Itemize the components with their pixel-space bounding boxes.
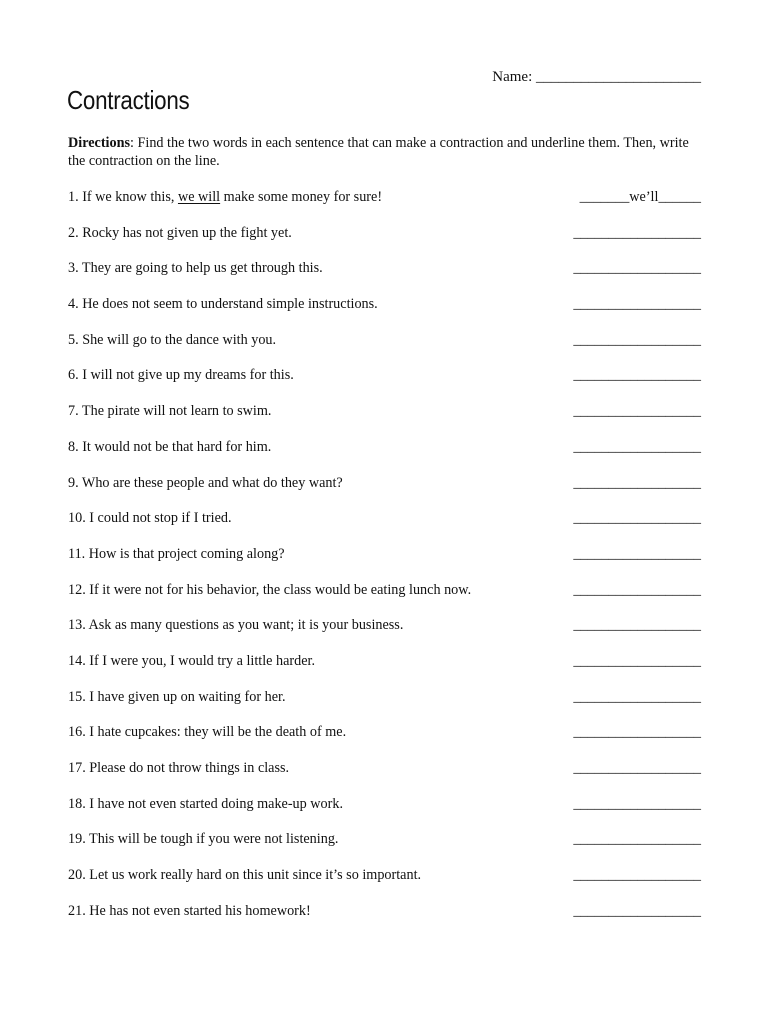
- answer-line[interactable]: __________________: [573, 260, 701, 277]
- answer-line[interactable]: __________________: [573, 331, 701, 348]
- underlined-words: we will: [177, 189, 221, 205]
- question-item: [68, 187, 701, 223]
- directions-paragraph: [68, 134, 708, 170]
- answer-line[interactable]: __________________: [573, 760, 701, 776]
- question-text: 12. If it were not for his behavior, the class would be eating lunch now.: [68, 581, 472, 598]
- question-text: 6. I will not give up my dreams for this.: [68, 367, 294, 384]
- question-item: [68, 473, 701, 509]
- question-item: [68, 223, 701, 259]
- question-text: 11. How is that project coming along?: [68, 545, 285, 562]
- page-title: Contractions: [67, 85, 190, 115]
- answer-line[interactable]: __________________: [573, 545, 701, 562]
- answer-line[interactable]: __________________: [573, 902, 701, 919]
- question-item: [68, 294, 701, 330]
- question-item: [68, 401, 701, 437]
- answer-line[interactable]: __________________: [573, 795, 701, 812]
- question-item: [68, 258, 701, 294]
- question-text: 5. She will go to the dance with you.: [68, 331, 277, 348]
- question-text: 17. Please do not throw things in class.: [68, 760, 290, 776]
- question-item: [68, 794, 701, 830]
- question-text: 15. I have given up on waiting for her.: [68, 688, 286, 705]
- question-text: 14. If I were you, I would try a little harder.: [68, 652, 316, 669]
- question-item: [68, 615, 701, 651]
- answer-line[interactable]: __________________: [573, 652, 701, 669]
- question-item: [68, 580, 701, 616]
- answer-line[interactable]: __________________: [573, 617, 701, 634]
- question-item: [68, 508, 701, 544]
- answer-line: [580, 187, 701, 207]
- answer-line[interactable]: __________________: [573, 438, 701, 455]
- answer-line[interactable]: __________________: [573, 510, 701, 527]
- question-text: 4. He does not seem to understand simple instructions.: [68, 296, 378, 313]
- answer-line[interactable]: __________________: [573, 224, 701, 241]
- answer-line-end: ______: [658, 189, 701, 205]
- question-item: [68, 758, 701, 794]
- answer-text: we’ll: [629, 189, 659, 205]
- question-text: 20. Let us work really hard on this unit since it’s so important.: [68, 867, 422, 884]
- name-field-label: Name: ______________________: [492, 69, 701, 85]
- question-text: 21. He has not even started his homework!: [68, 902, 311, 919]
- answer-line[interactable]: __________________: [573, 296, 701, 313]
- question-item: [68, 687, 701, 723]
- answer-line[interactable]: __________________: [573, 474, 701, 491]
- question-item: [68, 544, 701, 580]
- question-text: 18. I have not even started doing make-up work.: [68, 795, 344, 812]
- question-text: 13. Ask as many questions as you want; it is your business.: [68, 617, 404, 634]
- question-text: 19. This will be tough if you were not listening.: [68, 831, 339, 848]
- directions-text: : Find the two words in each sentence that can make a contraction and underline them. Then, write the contraction on the line.: [68, 135, 689, 169]
- directions-label: Directions: [68, 135, 130, 151]
- question-item: [68, 437, 701, 473]
- answer-line-start: _______: [579, 189, 630, 205]
- question-item: [68, 365, 701, 401]
- question-text: 7. The pirate will not learn to swim.: [68, 403, 272, 420]
- answer-line[interactable]: __________________: [573, 867, 701, 884]
- question-item: [68, 865, 701, 901]
- question-text: 10. I could not stop if I tried.: [68, 510, 232, 527]
- question-text: 16. I hate cupcakes: they will be the death of me.: [68, 724, 347, 741]
- question-text: 3. They are going to help us get through this.: [68, 260, 323, 277]
- question-text: 9. Who are these people and what do they want?: [68, 474, 343, 491]
- answer-line[interactable]: __________________: [573, 688, 701, 705]
- question-item: [68, 829, 701, 865]
- question-text-start: 1. If we know this,: [68, 189, 178, 205]
- question-text: [68, 187, 382, 207]
- question-item: [68, 330, 701, 366]
- question-text: 8. It would not be that hard for him.: [68, 438, 272, 455]
- question-list: [68, 187, 701, 936]
- answer-line[interactable]: __________________: [573, 367, 701, 384]
- question-item: [68, 901, 701, 937]
- answer-line[interactable]: __________________: [573, 403, 701, 420]
- question-text: 2. Rocky has not given up the fight yet.: [68, 224, 292, 241]
- question-item: [68, 651, 701, 687]
- answer-line[interactable]: __________________: [573, 831, 701, 848]
- answer-line[interactable]: __________________: [573, 724, 701, 741]
- question-item: [68, 722, 701, 758]
- answer-line[interactable]: __________________: [573, 581, 701, 598]
- question-text-end: make some money for sure!: [220, 189, 383, 205]
